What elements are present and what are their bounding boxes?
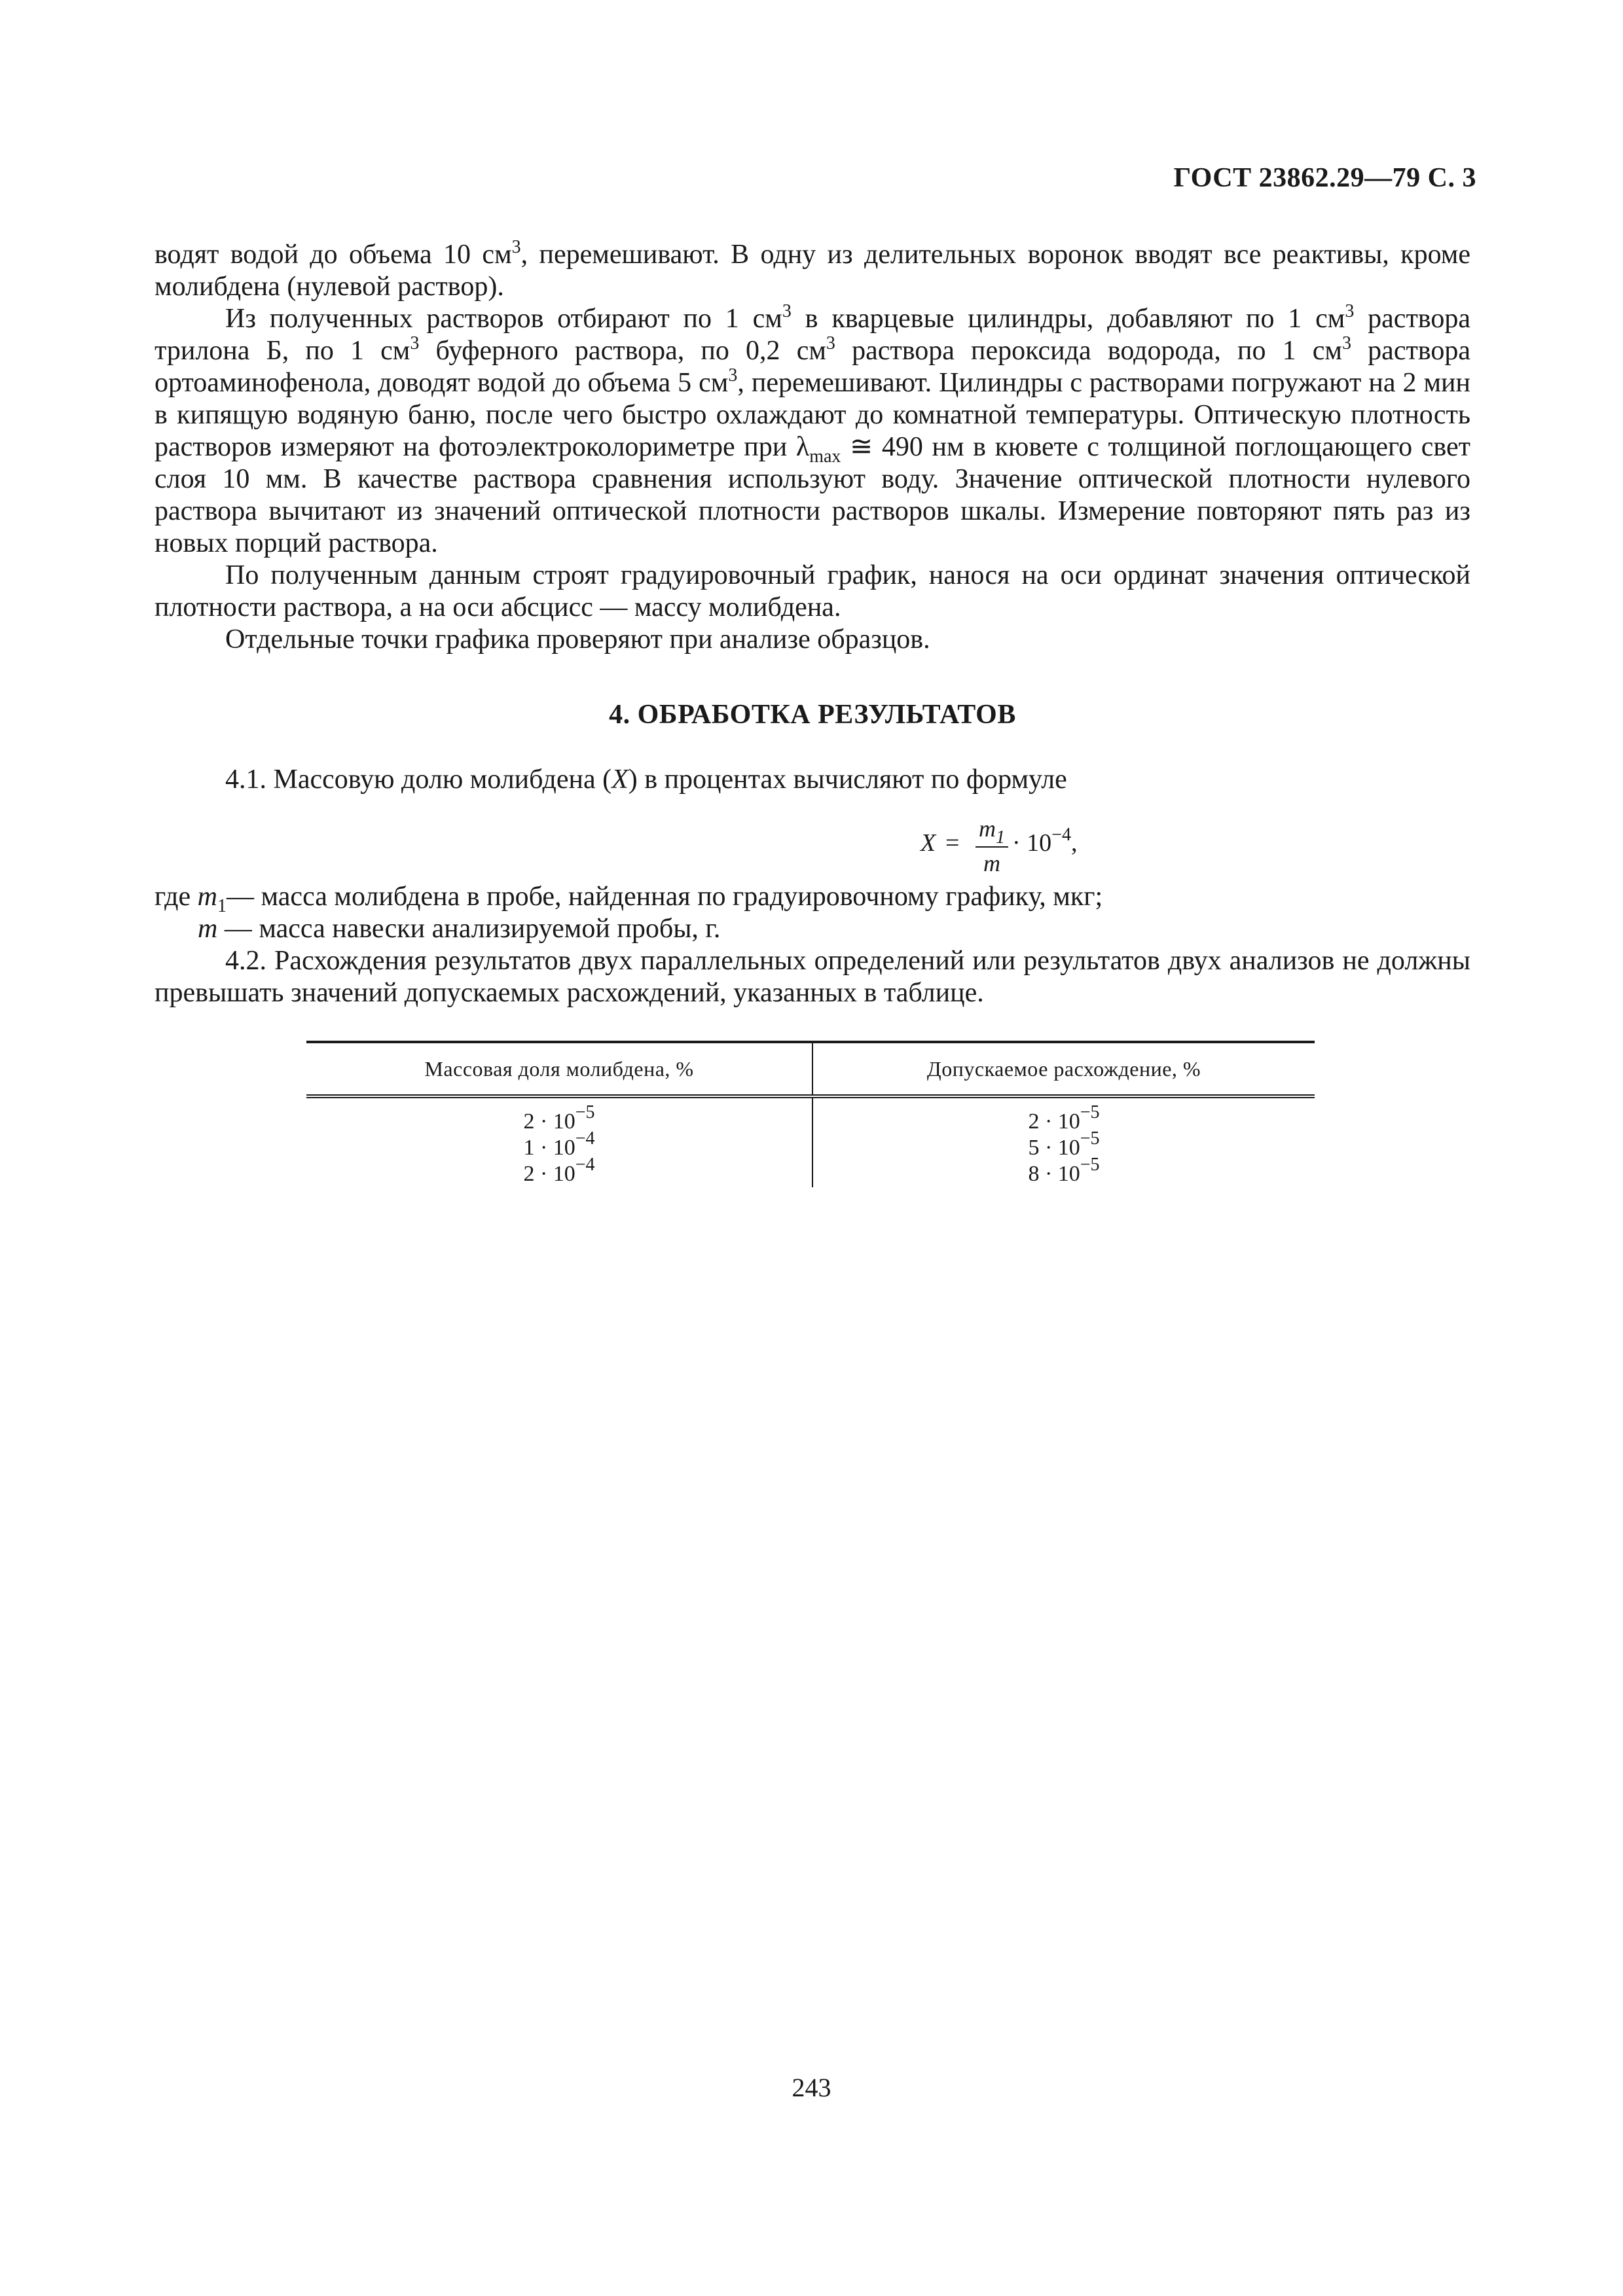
tolerance-table: [306, 1041, 1315, 1187]
table-row: [306, 1096, 1315, 1135]
formula-fraction: [976, 813, 1008, 880]
table-header-tolerance: Допускаемое расхождение, %: [812, 1042, 1315, 1096]
document-header: ГОСТ 23862.29—79 С. 3: [1173, 163, 1476, 193]
table-cell: $8 \cdot 10^{-5}$: [1028, 1155, 1100, 1186]
paragraph-continuation: водят водой до объема 10 $см^3$, перемешивают. В одну из делительных воронок вводят все реактивы, кроме молибдена (нулевой раствор).: [155, 237, 1470, 302]
formula-lhs: X: [921, 829, 936, 857]
paragraph-procedure: Из полученных растворов отбирают по 1 $см^3$ в кварцевые цилиндры, добавляют по 1 $см^3$ раствора трилона Б, по 1 $см^3$ буферного раствора, по 0,2 $см^3$ раствора пероксида водорода, по 1 $см^3$ раствора ортоаминофенола, доводят водой до объема 5 $см^3$, перемешивают. Цилиндры с растворами погружают на 2 мин в кипящую водяную баню, после чего быстро охлаждают до комнатной температуры. Оптическую плотность растворов измеряют на фотоэлектроколориметре при $\lambda_{max}$ ≅ 490 нм в кювете с толщиной поглощающего свет слоя 10 мм. В качестве раствора сравнения используют воду. Значение оптической плотности нулевого раствора вычитают из значений оптической плотности растворов шкалы. Измерение повторяют пять раз из новых порций раствора.: [155, 301, 1470, 558]
clause-4-1: 4.1. Массовую долю молибдена (X) в процентах вычисляют по формуле: [225, 764, 1067, 795]
table-cell: $2 \cdot 10^{-5}$: [1028, 1102, 1100, 1134]
formula-multiplier: · $10^{-4}$,: [1012, 825, 1078, 857]
paragraph-calibration-graph: По полученным данным строят градуировочный график, нанося на оси ординат значения оптической плотности раствора, а на оси абсцисс — массу молибдена.: [155, 560, 1470, 622]
paragraph-graph-check: Отдельные точки графика проверяют при анализе образцов.: [225, 624, 930, 655]
formula-denominator: m: [983, 850, 1000, 876]
document-body: [155, 239, 1470, 1009]
table-cell: $2 \cdot 10^{-4}$: [306, 1161, 812, 1187]
formula-equals: =: [945, 829, 960, 857]
table-cell: $2 \cdot 10^{-5}$: [306, 1096, 812, 1135]
table-header-row: [306, 1042, 1315, 1096]
definition-m1: где $m_1—$ масса молибдена в пробе, найденная по градуировочному графику, мкг;: [155, 882, 1103, 916]
formula-numerator: $m_1$: [976, 813, 1008, 848]
section-title: 4. ОБРАБОТКА РЕЗУЛЬТАТОВ: [609, 700, 1016, 730]
table-row: [306, 1161, 1315, 1187]
page-number: 243: [792, 2073, 831, 2102]
definition-m: m — масса навески анализируемой пробы, г.: [198, 914, 721, 944]
table-header-mass-fraction: Массовая доля молибдена, %: [306, 1042, 812, 1096]
table-cell: $5 \cdot 10^{-5}$: [1028, 1128, 1100, 1160]
table-row: [306, 1135, 1315, 1161]
formula: [921, 813, 1470, 876]
clause-4-2: 4.2. Расхождения результатов двух параллельных определений или результатов двух анализов не должны превышать значений допускаемых расхождений, указанных в таблице.: [155, 946, 1470, 1008]
table-cell: $1 \cdot 10^{-4}$: [306, 1135, 812, 1161]
